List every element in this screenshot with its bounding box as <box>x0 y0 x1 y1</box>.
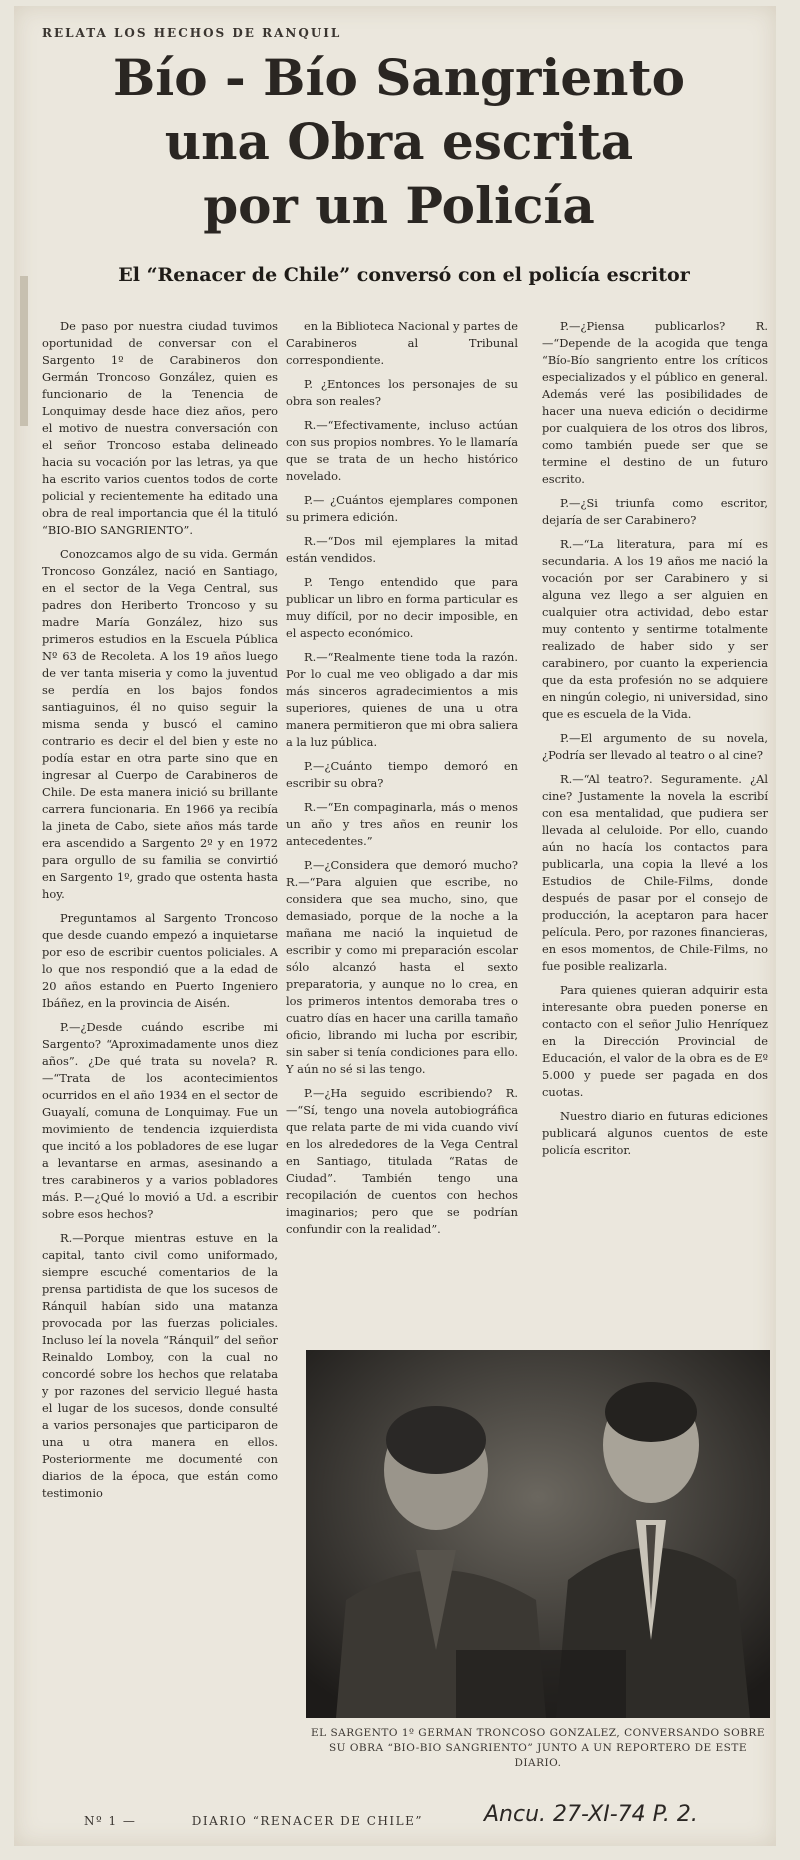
paragraph: P. Tengo entendido que para publicar un libro en forma particular es muy difícil, por no decir imposible, en el aspecto económico. <box>286 575 518 640</box>
paragraph: P.—¿Si triunfa como escritor, dejaría de ser Carabinero? <box>542 496 768 527</box>
headline <box>34 46 764 238</box>
paragraph: R.—“Efectivamente, incluso actúan con sus propios nombres. Yo le llamaría que se trata de un hecho histórico novelado. <box>286 418 518 483</box>
paragraph: P.— ¿Cuántos ejemplares componen su primera edición. <box>286 493 518 524</box>
paragraph: P.—¿Desde cuándo escribe mi Sargento? “Aproximadamente unos diez años”. ¿De qué trata su novela? R.—“Trata de los acontecimientos ocurridos en el año 1934 en el sector de Guayalí, comuna de Lonquimay. Fue un movimiento de tendencia izquierdista que incitó a los pobladores de ese lugar a levantarse en armas, asesinando a tres carabineros y a varios pobladores más. P.—¿Qué lo movió a Ud. a escribir sobre esos hechos? <box>42 1020 278 1221</box>
paragraph: P.—El argumento de su novela, ¿Podría ser llevado al teatro o al cine? <box>542 731 768 762</box>
paragraph: Para quienes quieran adquirir esta interesante obra pueden ponerse en contacto con el señor Julio Henríquez en la Dirección Provincial de Educación, el valor de la obra es de Eº 5.000 y puede ser pagada en dos cuotas. <box>542 983 768 1099</box>
photo-illustration <box>306 1350 770 1718</box>
paragraph: R.—“En compaginarla, más o menos un año y tres años en reunir los antecedentes.” <box>286 800 518 848</box>
paragraph: R.—“Dos mil ejemplares la mitad están vendidos. <box>286 534 518 565</box>
paragraph: R.—Porque mientras estuve en la capital, tanto civil como uniformado, siempre escuché comentarios de la prensa partidista de que los sucesos de Ránquil habían sido una matanza provocada por las fuerzas policiales. Incluso leí la novela “Ránquil” del señor Reinaldo Lomboy, con la cual no concordé sobre los hechos que relataba y por razones del servicio llegué hasta el lugar de los sucesos, donde consulté a varios personajes que participaron de una u otra manera en ellos. Posteriormente me documenté con diarios de la época, que están como testimonio <box>42 1231 278 1500</box>
newspaper-clipping <box>14 6 776 1846</box>
paragraph: en la Biblioteca Nacional y partes de Carabineros al Tribunal correspondiente. <box>286 319 518 367</box>
footer <box>84 1814 423 1828</box>
paragraph: Nuestro diario en futuras ediciones publicará algunos cuentos de este policía escritor. <box>542 1109 768 1157</box>
page-label: Nº 1 — <box>84 1814 137 1828</box>
news-photo <box>306 1350 770 1718</box>
handwritten-date-note: Ancu. 27-XI-74 P. 2. <box>484 1802 698 1827</box>
paragraph: R.—“La literatura, para mí es secundaria. A los 19 años me nació la vocación por ser Carabinero y si alguna vez llego a ser alguien en cualquier otra actividad, debo estar muy contento y sentirme totalmente realizado de haber sido y ser carabinero, por cuanto la experiencia que da esta profesión no se adquiere en ningún colegio, ni universidad, sino que es escuela de la Vida. <box>542 537 768 721</box>
paragraph: P.—¿Considera que demoró mucho? R.—“Para alguien que escribe, no considera que sea mucho, sino, que demasiado, porque de la noche a la mañana me nació la inquietud de escribir y como mi preparación escolar sólo alcanzó hasta el sexto preparatoria, y aunque no lo crea, en los primeros intentos demoraba tres o cuatro días en hacer una carilla tamaño oficio, librando mi lucha por escribir, sin saber si tenía condiciones para ello. Y aún no sé si las tengo. <box>286 858 518 1076</box>
headline-line-2: una Obra escrita <box>164 112 634 171</box>
text-column-1 <box>42 318 278 1758</box>
headline-line-3: por un Policía <box>203 176 595 235</box>
paragraph: P.—¿Cuánto tiempo demoró en escribir su obra? <box>286 759 518 790</box>
paragraph: P.—¿Piensa publicarlos? R.—“Depende de la acogida que tenga “Bío-Bío sangriento entre los críticos especializados y el público en general. Además veré las posibilidades de hacer una nueva edición o decidirme por cualquiera de los otros dos libros, como también puede ser que se termine el destino de un futuro escrito. <box>542 319 768 486</box>
paragraph: Conozcamos algo de su vida. Germán Troncoso González, nació en Santiago, en el sector de la Vega Central, sus padres don Heriberto Troncoso y su madre María González, hizo sus primeros estudios en la Escuela Pública Nº 63 de Recoleta. A los 19 años luego de ver tanta miseria y como la juventud se perdía en los bajos fondos santiaguinos, él no quiso seguir la misma senda y buscó el camino contrario es decir el del bien y este no podía estar en otra parte sino que en ingresar al Cuerpo de Carabineros de Chile. De esta manera inició su brillante carrera funcionaria. En 1966 ya recibía la jineta de Cabo, siete años más tarde era ascendido a Sargento 2º y en 1972 para orgullo de su familia se convirtió en Sargento 1º, grado que ostenta hasta hoy. <box>42 547 278 901</box>
text-column-3 <box>542 318 768 1328</box>
newspaper-name: DIARIO “RENACER DE CHILE” <box>191 1814 424 1828</box>
tape-strip <box>20 276 28 426</box>
paragraph: R.—“Al teatro?. Seguramente. ¿Al cine? Justamente la novela la escribí con esa mentalidad, que pudiera ser llevada al celuloide. Por ello, cuando aún no hacía los contactos para publicarla, una copia la llevé a los Estudios de Chile-Films, donde después de pasar por el consejo de producción, la aceptaron para hacer película. Pero, por razones financieras, en esos momentos, de Chile-Films, no fue posible realizarla. <box>542 772 768 973</box>
paragraph: P.—¿Ha seguido escribiendo? R.—“Sí, tengo una novela autobiográfica que relata parte de mi vida cuando viví en los alrededores de la Vega Central en Santiago, titulada “Ratas de Ciudad”. También tengo una recopilación de cuentos con hechos imaginarios; pero que se podrían confundir con la realidad”. <box>286 1086 518 1236</box>
paragraph: Preguntamos al Sargento Troncoso que desde cuando empezó a inquietarse por eso de escribir cuentos policiales. A lo que nos respondió que a la edad de 20 años estando en Puerto Ingeniero Ibáñez, en la provincia de Aisén. <box>42 911 278 1010</box>
headline-line-1: Bío - Bío Sangriento <box>113 48 685 107</box>
kicker: RELATA LOS HECHOS DE RANQUIL <box>42 26 342 40</box>
photo-caption: EL SARGENTO 1º GERMAN TRONCOSO GONZALEZ, CONVERSANDO SOBRE SU OBRA “BIO-BIO SANGRIENTO” JUNTO A UN REPORTERO DE ESTE DIARIO. <box>311 1727 765 1769</box>
text-column-2 <box>286 318 518 1328</box>
paragraph: De paso por nuestra ciudad tuvimos oportunidad de conversar con el Sargento 1º de Carabineros don Germán Troncoso González, quien es funcionario de la Tenencia de Lonquimay desde hace diez años, pero el motivo de nuestra conversación con el señor Troncoso estaba delineado hacia su vocación por las letras, ya que ha escrito varios cuentos todos de corte policial y recientemente ha editado una obra de real importancia que él la tituló “BIO-BIO SANGRIENTO”. <box>42 319 278 537</box>
paragraph: R.—“Realmente tiene toda la razón. Por lo cual me veo obligado a dar mis más sinceros agradecimientos a mis superiores, quienes de una u otra manera permitieron que mi obra saliera a la luz pública. <box>286 650 518 749</box>
subheadline: El “Renacer de Chile” conversó con el policía escritor <box>118 264 690 286</box>
paragraph: P. ¿Entonces los personajes de su obra son reales? <box>286 377 518 408</box>
